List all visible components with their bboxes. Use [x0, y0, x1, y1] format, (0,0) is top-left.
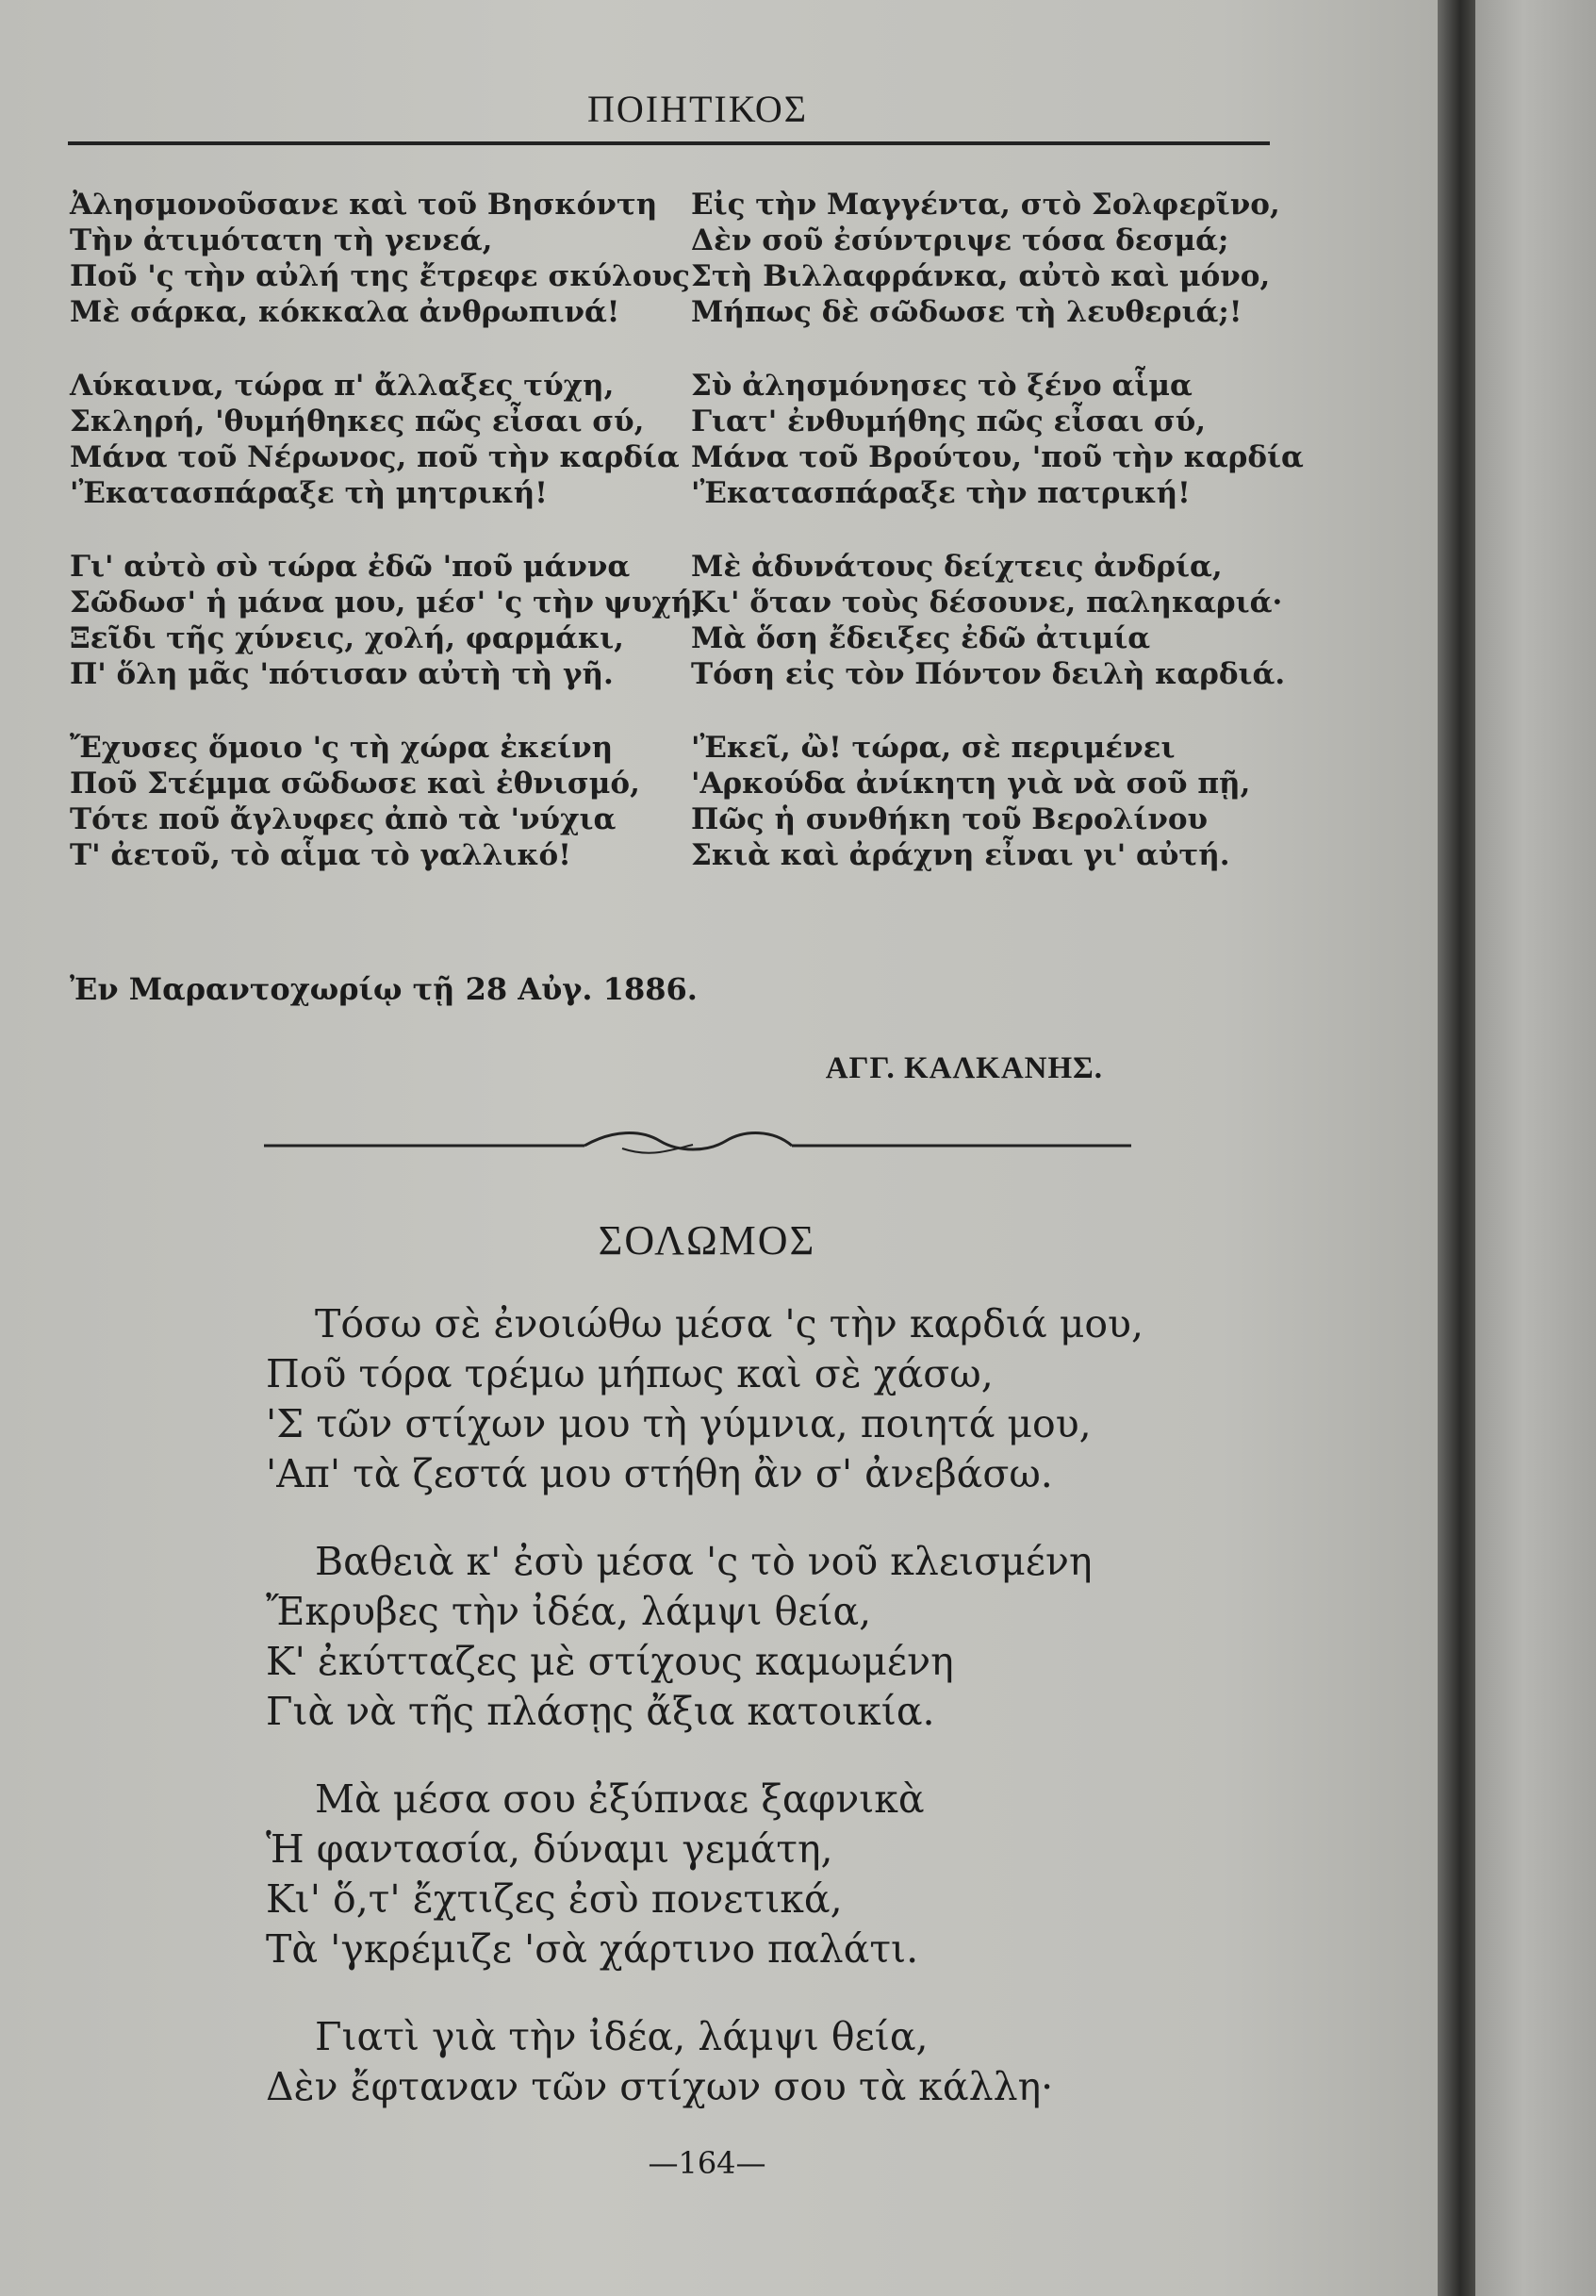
verse-line: Μάνα τοῦ Νέρωνος, ποῦ τὴν καρδία — [70, 440, 680, 474]
header-rule — [68, 141, 1270, 145]
verse-line: Γιατὶ γιὰ τὴν ἰδέα, λάμψι θεία, — [315, 2014, 929, 2059]
verse-line: Τόσω σὲ ἐνοιώθω μέσα 'ς τὴν καρδιά μου, — [315, 1301, 1144, 1346]
stanza — [691, 187, 1304, 330]
verse-line: Εἰς τὴν Μαγγέντα, στὸ Σολφερῖνο, — [691, 188, 1280, 222]
stanza — [266, 1775, 1144, 1974]
verse-line: Μὲ ἀδυνάτους δείχτεις ἀνδρία, — [691, 550, 1223, 584]
verse-line: Ἔκρυβες τὴν ἰδέα, λάμψι θεία, — [266, 1589, 872, 1634]
right-column — [691, 187, 1304, 911]
verse-line: Μάνα τοῦ Βρούτου, 'ποῦ τὴν καρδία — [691, 440, 1304, 474]
verse-line: Ἀλησμονοῦσανε καὶ τοῦ Βησκόντη — [70, 188, 658, 222]
verse-line: Ποῦ Στέμμα σῶδωσε καὶ ἐθνισμό, — [70, 767, 640, 801]
poem-title: ΣΟΛΩΜΟΣ — [598, 1217, 816, 1264]
verse-line: Σὺ ἀλησμόνησες τὸ ξένο αἷμα — [691, 369, 1193, 403]
verse-line: Π' ὅλη μᾶς 'πότισαν αὐτὴ τὴ γῆ. — [70, 657, 614, 691]
verse-line: Κ' ἐκύτταζες μὲ στίχους καμωμένη — [266, 1639, 954, 1684]
left-column — [70, 187, 702, 911]
verse-line: 'Σ τῶν στίχων μου τὴ γύμνια, ποιητά μου, — [266, 1401, 1092, 1446]
verse-line: 'Ἐκεῖ, ὢ! τώρα, σὲ περιμένει — [691, 731, 1176, 765]
running-head: ΠΟΙΗΤΙΚΟΣ — [586, 88, 809, 130]
verse-line: Μὰ μέσα σου ἐξύπναε ξαφνικὰ — [315, 1776, 925, 1822]
verse-line: Ξεῖδι τῆς χύνεις, χολή, φαρμάκι, — [70, 621, 624, 655]
facing-page-edge — [1475, 0, 1596, 2296]
verse-line: 'Απ' τὰ ζεστά μου στήθη ἂν σ' ἀνεβάσω. — [266, 1451, 1053, 1496]
verse-line: 'Αρκούδα ἀνίκητη γιὰ νὰ σοῦ πῇ, — [691, 767, 1251, 801]
verse-line: Πῶς ἡ συνθήκη τοῦ Βερολίνου — [691, 802, 1209, 836]
verse-line: Βαθειὰ κ' ἐσὺ μέσα 'ς τὸ νοῦ κλεισμένη — [315, 1539, 1093, 1584]
verse-line: Μήπως δὲ σῶδωσε τὴ λευθεριά;! — [691, 295, 1242, 329]
stanza — [691, 549, 1304, 692]
verse-line: Λύκαινα, τώρα π' ἄλλαξες τύχη, — [70, 369, 615, 403]
verse-line: Δὲν ἔφταναν τῶν στίχων σου τὰ κάλλη· — [266, 2064, 1054, 2109]
stanza — [691, 730, 1304, 873]
verse-line: Μὲ σάρκα, κόκκαλα ἀνθρωπινά! — [70, 295, 620, 329]
verse-line: Ποῦ 'ς τὴν αὐλή της ἔτρεφε σκύλους — [70, 259, 690, 293]
verse-line: Μὰ ὅση ἔδειξες ἐδῶ ἀτιμία — [691, 621, 1151, 655]
ornamental-divider — [264, 1122, 1131, 1169]
verse-line: 'Ἐκατασπάραξε τὴ μητρική! — [70, 476, 548, 510]
verse-line: Γιατ' ἐνθυμήθης πῶς εἶσαι σύ, — [691, 405, 1207, 438]
verse-line: Δὲν σοῦ ἐσύντριψε τόσα δεσμά; — [691, 223, 1229, 257]
verse-line: Τόση εἰς τὸν Πόντον δειλὴ καρδιά. — [691, 657, 1286, 691]
stanza — [70, 187, 702, 330]
poem-body — [266, 1299, 1144, 2150]
verse-line: Τὴν ἀτιμότατη τὴ γενεά, — [70, 223, 493, 257]
author-signature: ΑΓΓ. ΚΑΛΚΑΝΗΣ. — [825, 1051, 1103, 1085]
verse-line: Σκληρή, 'θυμήθηκες πῶς εἶσαι σύ, — [70, 405, 645, 438]
verse-line: Τ' ἀετοῦ, τὸ αἷμα τὸ γαλλικό! — [70, 838, 571, 872]
stanza — [266, 1299, 1144, 1499]
verse-line: Γιὰ νὰ τῆς πλάσῃς ἄξια κατοικία. — [266, 1689, 935, 1734]
page-number: —164— — [648, 2145, 766, 2181]
verse-line: Γι' αὐτὸ σὺ τώρα ἐδῶ 'ποῦ μάννα — [70, 550, 631, 584]
verse-line: Κι' ὅ,τ' ἔχτιζες ἐσὺ πονετικά, — [266, 1876, 843, 1922]
stanza — [266, 1537, 1144, 1737]
stanza — [70, 730, 702, 873]
book-gutter — [1438, 0, 1475, 2296]
stanza — [70, 549, 702, 692]
verse-line: Κι' ὅταν τοὺς δέσουνε, παληκαριά· — [691, 586, 1283, 619]
verse-line: Σκιὰ καὶ ἀράχνη εἶναι γι' αὐτή. — [691, 838, 1230, 872]
verse-line: Στὴ Βιλλαφράνκα, αὐτὸ καὶ μόνο, — [691, 259, 1271, 293]
verse-line: Ποῦ τόρα τρέμω μήπως καὶ σὲ χάσω, — [266, 1351, 994, 1396]
verse-line: Τὰ 'γκρέμιζε 'σὰ χάρτινο παλάτι. — [266, 1926, 919, 1972]
stanza — [70, 368, 702, 511]
stanza — [691, 368, 1304, 511]
verse-line: Σῶδωσ' ἡ μάνα μου, μέσ' 'ς τὴν ψυχή, — [70, 586, 703, 619]
stanza — [266, 2012, 1144, 2112]
verse-line: Τότε ποῦ ἄγλυφες ἀπὸ τὰ 'νύχια — [70, 802, 617, 836]
dateline: Ἐν Μαραντοχωρίῳ τῇ 28 Αὐγ. 1886. — [70, 971, 698, 1007]
verse-line: Ἔχυσες ὅμοιο 'ς τὴ χώρα ἐκείνη — [70, 731, 614, 765]
verse-line: Ἡ φαντασία, δύναμι γεμάτη, — [266, 1826, 833, 1872]
verse-line: 'Ἐκατασπάραξε τὴν πατρική! — [691, 476, 1191, 510]
